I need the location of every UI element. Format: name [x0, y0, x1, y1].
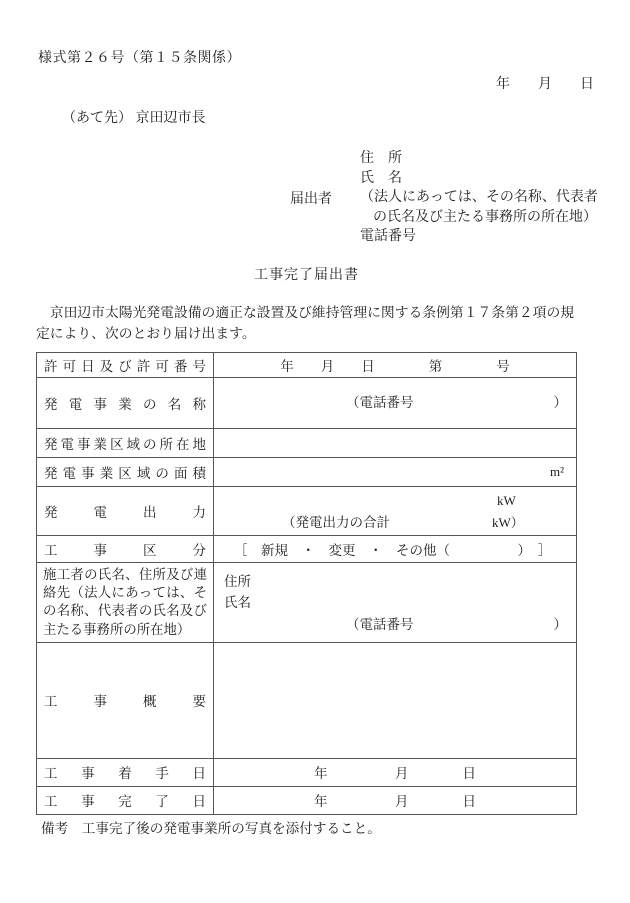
business-name-value-cell: [214, 378, 577, 429]
contractor-phone-open: （電話番号: [346, 616, 414, 632]
table-row-summary: [37, 642, 577, 758]
start-date-label: 工 事 着 手 日: [44, 766, 206, 782]
contractor-name-label: 氏名: [224, 594, 251, 610]
submitter-block: [290, 149, 598, 247]
category-label-cell: [37, 536, 214, 563]
location-label: 発 電 事 業 区 域 の 所 在 地: [44, 437, 206, 452]
summary-label-cell: [37, 642, 214, 758]
business-phone-close: ）: [553, 395, 567, 410]
category-label: 工 事 区 分: [44, 543, 206, 558]
output-value-cell: [214, 487, 577, 536]
submitter-lines: [360, 149, 598, 247]
date-line: 年 月 日: [496, 77, 594, 92]
table-row-output: [37, 487, 577, 536]
addressee: （あて先） 京田辺市長: [62, 111, 206, 126]
submitter-label: 届出者: [290, 192, 332, 207]
intro-paragraph: 京田辺市太陽光発電設備の適正な設置及び維持管理に関する条例第１７条第２項の規定により、次のとおり届け出ます。: [36, 305, 575, 341]
table-row-area: [37, 458, 577, 487]
table-row-category: [37, 536, 577, 563]
output-label-cell: [37, 487, 214, 536]
summary-label: 工 事 概 要: [44, 694, 206, 710]
area-value-cell: [214, 458, 577, 487]
output-unit: kW: [497, 493, 516, 508]
output-label: 発 電 出 力: [44, 505, 206, 520]
permit-value-cell: 年 月 日 第 号: [214, 353, 577, 378]
output-total-open: （発電出力の合計: [282, 515, 390, 530]
area-label: 発 電 事 業 区 域 の 面 積: [44, 466, 206, 481]
output-total-close: kW）: [492, 515, 524, 530]
table-row-end-date: [37, 786, 577, 814]
submitter-phone-line: 電話番号: [360, 229, 416, 244]
permit-label-cell: [37, 353, 214, 378]
business-name-label: 発 電 事 業 の 名 称: [44, 397, 206, 412]
contractor-label-cell: [37, 563, 214, 643]
end-date-label: 工 事 完 了 日: [44, 794, 206, 810]
contractor-phone-line: [224, 613, 576, 633]
table-row-contractor: [37, 563, 577, 643]
location-value-cell: [214, 429, 577, 458]
submitter-corp-note-1: （法人にあっては、その名称、代表者: [360, 190, 598, 205]
start-date-value-cell: 年 月 日: [214, 758, 577, 786]
output-total-line: [214, 512, 576, 534]
business-phone-open: （電話番号: [346, 395, 414, 410]
end-date-label-cell: [37, 786, 214, 814]
remark-note: 備考 工事完了後の発電事業所の写真を添付すること。: [41, 821, 381, 836]
submitter-address-line: 住 所: [360, 151, 402, 166]
summary-value-cell: [214, 642, 577, 758]
area-unit: m²: [549, 464, 564, 479]
area-label-cell: [37, 458, 214, 487]
submitter-corp-note-2: の氏名及び主たる事務所の所在地）: [373, 209, 597, 225]
business-name-label-cell: [37, 378, 214, 429]
contractor-phone-close: ）: [553, 616, 567, 632]
form-number: 様式第２６号（第１５条関係）: [38, 51, 241, 66]
contractor-address-label: 住所: [224, 573, 251, 589]
table-row-start-date: [37, 758, 577, 786]
business-phone-line: [214, 391, 576, 411]
location-label-cell: [37, 429, 214, 458]
table-row-permit: [37, 353, 577, 378]
document-title: 工事完了届出書: [254, 268, 359, 283]
category-value-cell: [214, 536, 577, 563]
start-date-label-cell: [37, 758, 214, 786]
table-row-business-name: [37, 378, 577, 429]
end-date-value-cell: 年 月 日: [214, 786, 577, 814]
category-options: ［ 新規 ・ 変更 ・ その他（ ） ］: [234, 543, 552, 558]
contractor-label: 施工者の氏名、住所及び連絡先（法人にあっては、その名称、代表者の氏名及び主たる事務所の所在地）: [43, 567, 207, 637]
contractor-value-cell: [214, 563, 577, 643]
table-row-location: [37, 429, 577, 458]
permit-label: 許 可 日 及 び 許 可 番 号: [44, 359, 206, 374]
form-table: [36, 352, 577, 815]
submitter-name-line: 氏 名: [360, 170, 402, 186]
